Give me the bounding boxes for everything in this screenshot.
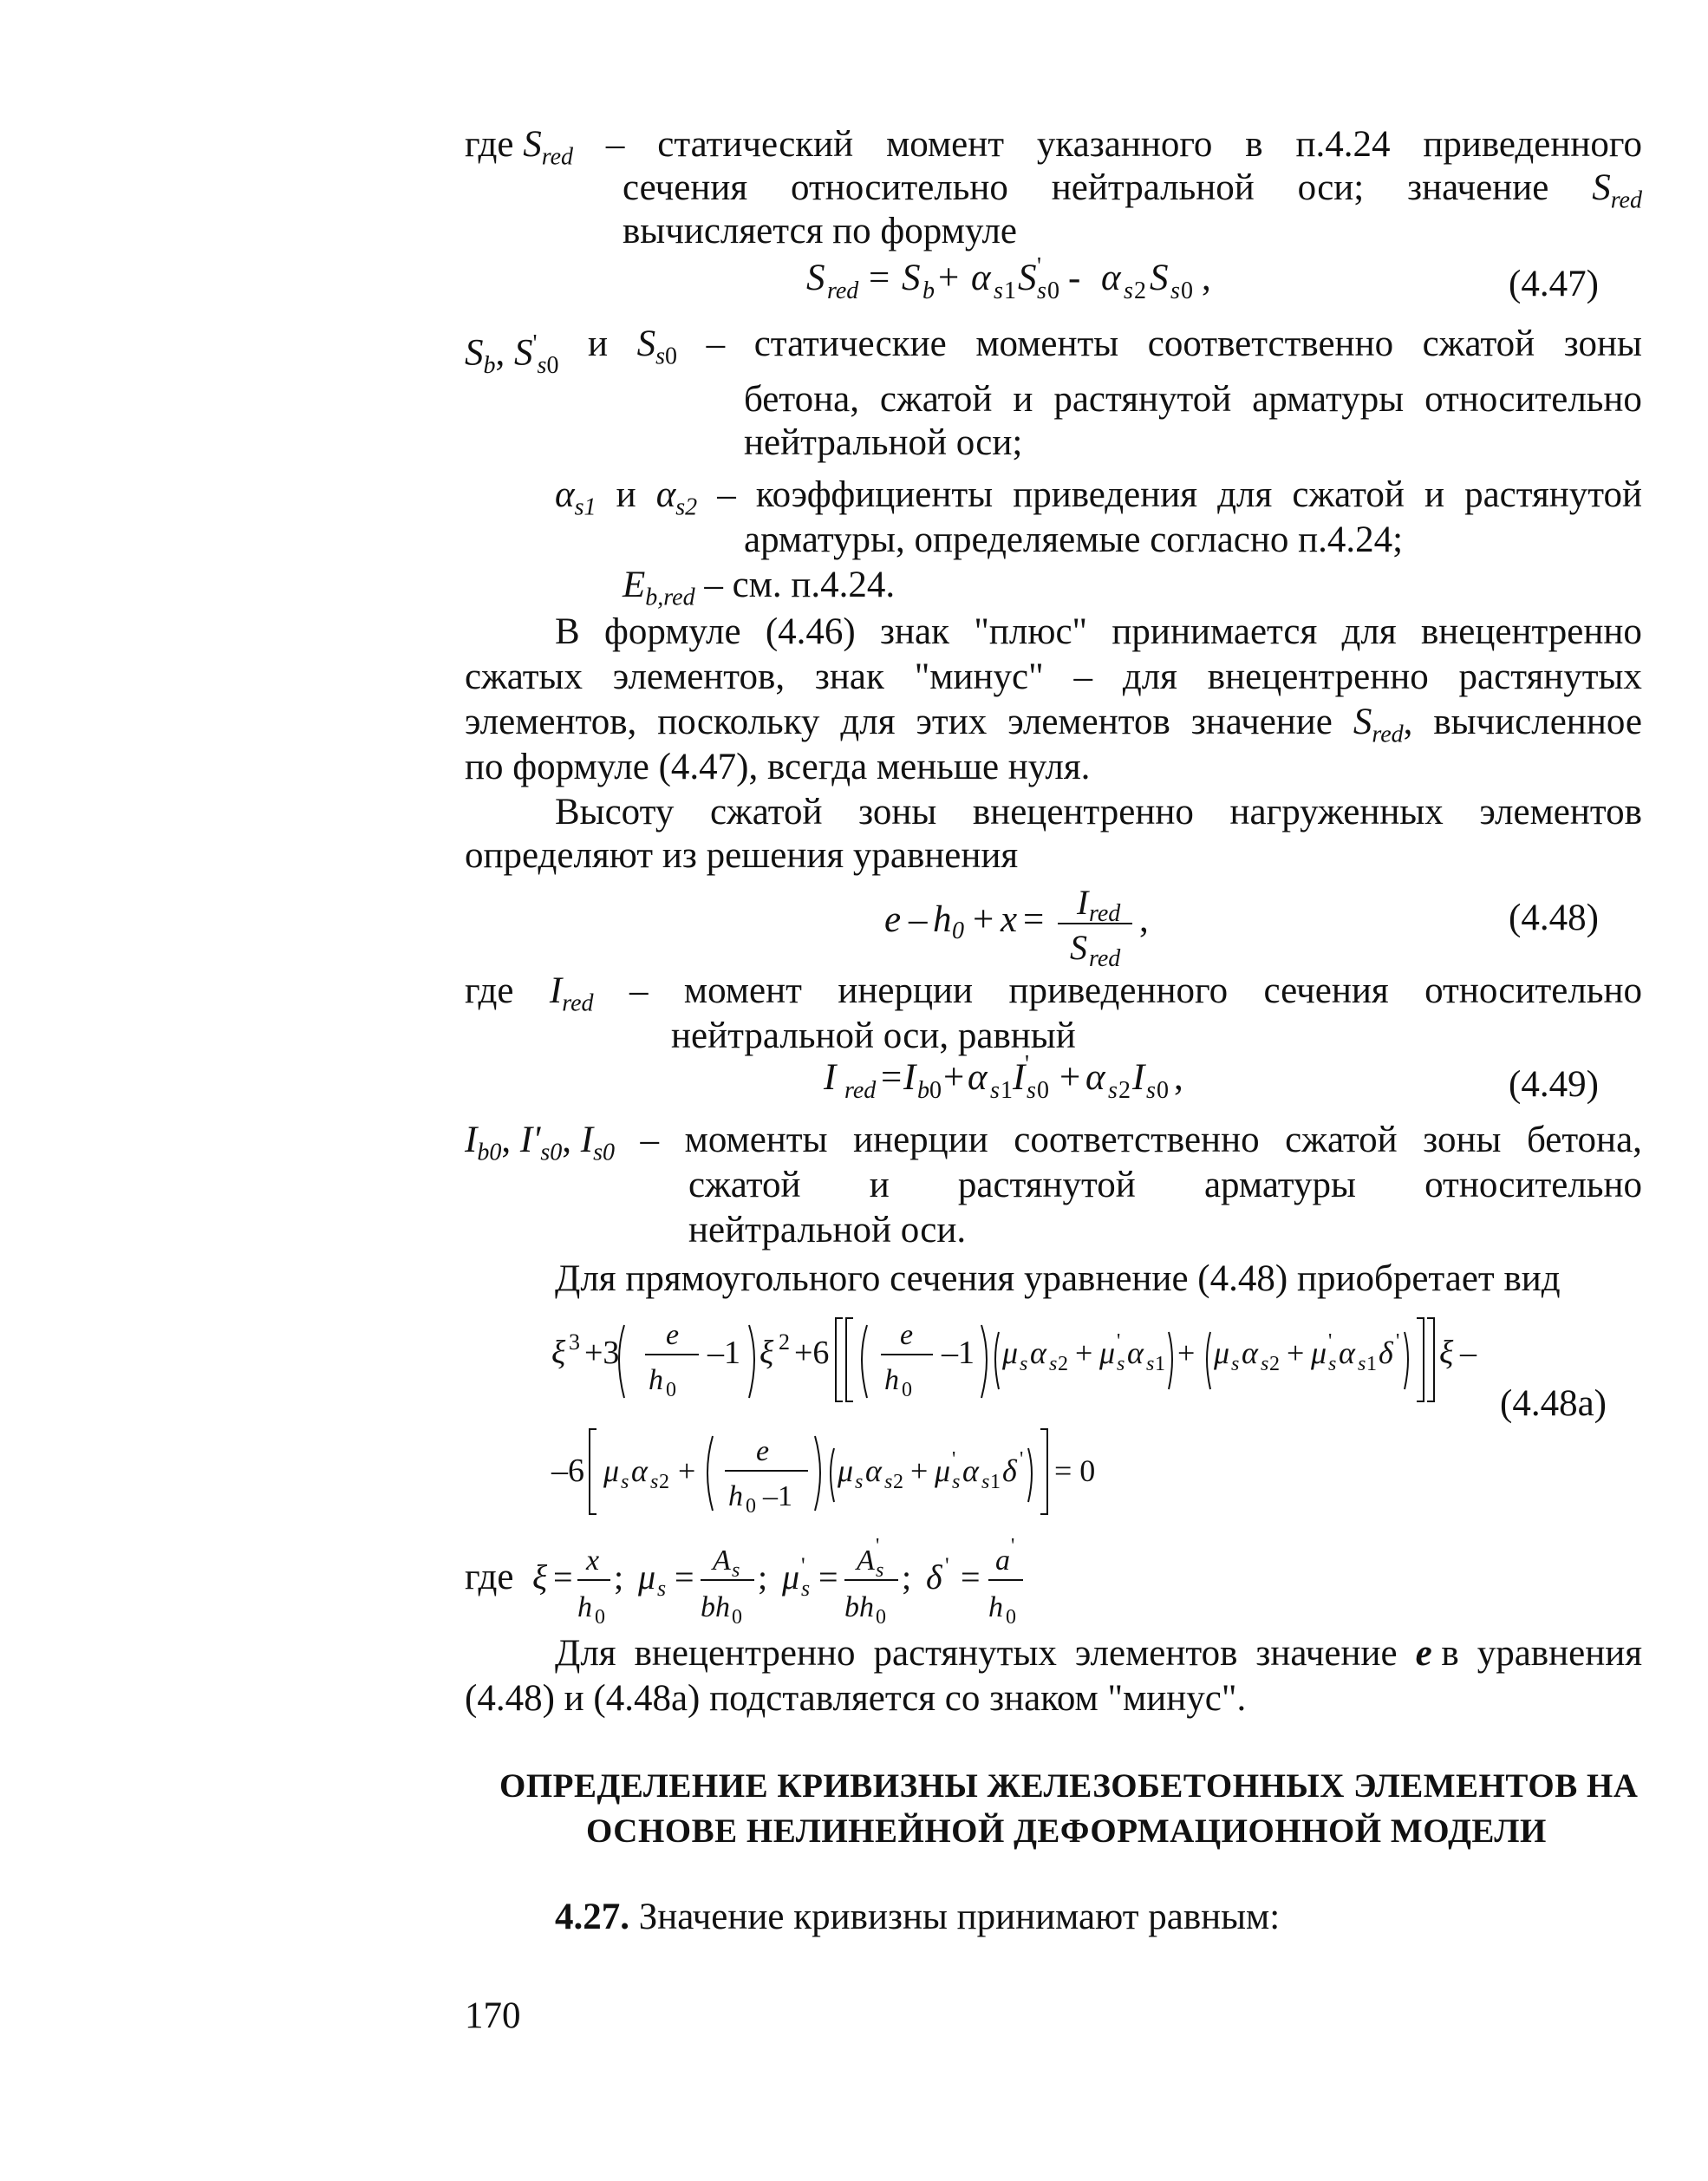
section-heading: ОСНОВЕ НЕЛИНЕЙНОЙ ДЕФОРМАЦИОННОЙ МОДЕЛИ	[586, 1812, 1547, 1850]
svg-text:h: h	[988, 1591, 1003, 1623]
svg-text:': '	[801, 1553, 805, 1578]
text-line: нейтральной оси;	[744, 422, 1023, 463]
svg-text:red: red	[844, 1077, 877, 1104]
text-line: $I_{b0}$, $I'_{s0}$, $I_{s0}$ – моменты инерции соответственно сжатой зоны бетона,	[465, 1120, 1642, 1166]
svg-text:s: s	[1124, 278, 1133, 304]
text-line: $\alpha_{s1}$ и $\alpha_{s2}$ – коэффициенты приведения для сжатой и растянутой	[555, 474, 1642, 521]
svg-text:ξ: ξ	[1439, 1335, 1454, 1371]
svg-text:=: =	[1023, 899, 1045, 940]
svg-text:S: S	[1018, 258, 1037, 298]
svg-text:x: x	[1001, 899, 1018, 940]
svg-text:α: α	[1085, 1057, 1105, 1098]
svg-text:0: 0	[666, 1379, 676, 1401]
svg-text:,: ,	[1139, 899, 1149, 940]
text-line: определяют из решения уравнения	[465, 835, 1019, 876]
svg-text:0: 0	[746, 1495, 756, 1518]
svg-text:–: –	[909, 899, 928, 940]
text-line: элементов, поскольку для этих элементов значение $S_{red}$, вычисленное	[465, 702, 1642, 748]
text-line: $S_b$, $S'_{s0}$ и $S_{s0}$ – статические моменты соответственно сжатой зоны	[465, 323, 1642, 379]
svg-text:;: ;	[902, 1557, 912, 1597]
svg-text:e: e	[756, 1435, 770, 1467]
text-line: Для внецентренно растянутых элементов значение e в уравнения	[555, 1633, 1642, 1674]
svg-text:=: =	[553, 1557, 573, 1597]
svg-text:1: 1	[990, 1471, 1001, 1493]
svg-text:A: A	[857, 1544, 875, 1577]
formula-4-47	[806, 253, 1292, 305]
text-line: бетона, сжатой и растянутой арматуры относительно	[744, 379, 1642, 420]
text-line: по формуле (4.47), всегда меньше нуля.	[465, 747, 1091, 787]
svg-text:h: h	[649, 1364, 663, 1396]
svg-text:2: 2	[1058, 1353, 1068, 1375]
equation-number: (4.48а)	[1500, 1383, 1607, 1424]
svg-text:s: s	[1027, 1077, 1036, 1104]
svg-text:+: +	[1059, 1057, 1081, 1098]
svg-text:': '	[945, 1553, 949, 1578]
svg-text:δ: δ	[926, 1557, 942, 1597]
svg-text:+: +	[1075, 1335, 1093, 1370]
svg-text:h: h	[884, 1364, 899, 1396]
svg-text:α: α	[1101, 258, 1121, 298]
svg-text:μ: μ	[935, 1453, 951, 1488]
svg-text:I: I	[903, 1057, 916, 1098]
svg-text:ξ: ξ	[532, 1557, 548, 1597]
text-line: где $I_{red}$ – момент инерции приведенного сечения относительно	[465, 970, 1642, 1017]
svg-text:+6: +6	[794, 1335, 830, 1371]
svg-text:–6: –6	[551, 1453, 584, 1489]
equation-number: (4.47)	[1509, 264, 1599, 304]
svg-text:': '	[1025, 1051, 1030, 1078]
svg-text:I: I	[824, 1057, 837, 1098]
svg-text:I: I	[1132, 1057, 1145, 1098]
svg-text:bh: bh	[844, 1591, 874, 1623]
svg-text:α: α	[962, 1453, 979, 1488]
svg-text:2: 2	[1134, 278, 1146, 304]
svg-text:μ: μ	[1311, 1335, 1327, 1370]
svg-text:3: 3	[569, 1329, 580, 1355]
svg-text:bh: bh	[701, 1591, 730, 1623]
svg-text:s: s	[1358, 1353, 1366, 1375]
svg-text:s: s	[650, 1471, 659, 1493]
svg-text:I: I	[1013, 1057, 1026, 1098]
text-line: сечения относительно нейтральной оси; значение $S_{red}$	[623, 167, 1642, 214]
svg-text:': '	[1396, 1330, 1400, 1353]
svg-text:s: s	[1020, 1353, 1028, 1375]
clause-text: Значение кривизны принимают равным:	[638, 1897, 1281, 1937]
svg-text:e: e	[666, 1319, 680, 1351]
svg-text:s: s	[621, 1471, 629, 1493]
svg-text:1: 1	[1001, 1077, 1013, 1104]
svg-text:=: =	[675, 1557, 694, 1597]
text-line: Для прямоугольного сечения уравнение (4.48) приобретает вид	[555, 1258, 1561, 1299]
svg-text:α: α	[1242, 1335, 1258, 1370]
svg-text:-: -	[1068, 258, 1081, 298]
svg-text:s: s	[981, 1471, 990, 1493]
svg-text:s: s	[1108, 1077, 1118, 1104]
text-line: (4.48) и (4.48а) подставляется со знаком "минус".	[465, 1678, 1247, 1719]
equation-number: (4.49)	[1509, 1064, 1599, 1105]
svg-text:': '	[876, 1535, 880, 1557]
text-line: В формуле (4.46) знак "плюс" принимается для внецентренно	[555, 611, 1642, 652]
svg-text:': '	[1020, 1448, 1024, 1471]
svg-text:S: S	[806, 258, 825, 298]
svg-text:s: s	[1328, 1353, 1337, 1375]
svg-text:+: +	[943, 1057, 965, 1098]
svg-text:a: a	[995, 1544, 1010, 1577]
svg-text:μ: μ	[603, 1453, 620, 1488]
formula-definitions	[465, 1535, 1176, 1630]
svg-text:': '	[1037, 253, 1042, 280]
svg-text:=: =	[869, 258, 890, 298]
svg-text:0: 0	[1006, 1606, 1016, 1629]
svg-text:s: s	[1117, 1353, 1125, 1375]
svg-text:2: 2	[893, 1471, 903, 1493]
svg-text:,: ,	[1202, 258, 1211, 298]
page-number: 170	[465, 1995, 521, 2036]
svg-text:0: 0	[902, 1379, 912, 1401]
svg-text:1: 1	[1004, 278, 1016, 304]
svg-text:': '	[952, 1448, 956, 1471]
svg-text:s: s	[1261, 1353, 1269, 1375]
svg-text:+: +	[910, 1453, 929, 1488]
svg-text:α: α	[971, 258, 991, 298]
svg-text:s: s	[801, 1576, 811, 1601]
svg-text:1: 1	[1366, 1353, 1377, 1375]
svg-text:S: S	[1150, 258, 1169, 298]
svg-text:e: e	[900, 1319, 914, 1351]
section-heading: ОПРЕДЕЛЕНИЕ КРИВИЗНЫ ЖЕЛЕЗОБЕТОННЫХ ЭЛЕМЕНТОВ НА	[499, 1767, 1639, 1805]
svg-text:I: I	[1077, 883, 1089, 922]
svg-text:s: s	[657, 1576, 667, 1601]
svg-text:s: s	[884, 1471, 893, 1493]
svg-text:μ: μ	[1099, 1335, 1116, 1370]
svg-text:–1: –1	[707, 1335, 740, 1371]
svg-text:red: red	[827, 278, 859, 304]
svg-text:= 0: = 0	[1054, 1453, 1096, 1488]
svg-text:': '	[1117, 1330, 1121, 1353]
svg-text:0: 0	[876, 1606, 886, 1629]
svg-text:h: h	[577, 1591, 592, 1623]
svg-text:;: ;	[614, 1557, 624, 1597]
text-line: нейтральной оси, равный	[671, 1015, 1076, 1056]
svg-text:μ: μ	[838, 1453, 854, 1488]
svg-text:s: s	[1146, 1353, 1155, 1375]
svg-text:0: 0	[1037, 1077, 1049, 1104]
svg-text:s: s	[876, 1559, 884, 1582]
svg-text:2: 2	[779, 1329, 790, 1355]
text-line: сжатой и растянутой арматуры относительно	[688, 1165, 1642, 1205]
svg-text:h: h	[933, 899, 952, 940]
svg-text:μ: μ	[782, 1557, 800, 1597]
svg-text:ξ: ξ	[759, 1335, 774, 1371]
text-line: вычисляется по формуле	[623, 211, 1018, 251]
clause-number: 4.27.	[555, 1897, 629, 1937]
svg-text:0: 0	[1157, 1077, 1169, 1104]
svg-text:μ: μ	[1214, 1335, 1230, 1370]
svg-text:+: +	[1287, 1335, 1305, 1370]
svg-text:α: α	[865, 1453, 882, 1488]
svg-text:0: 0	[1047, 278, 1059, 304]
svg-text:α: α	[1030, 1335, 1046, 1370]
svg-text:–1: –1	[763, 1480, 792, 1512]
svg-text:+: +	[973, 899, 994, 940]
svg-text:0: 0	[1181, 278, 1193, 304]
svg-text:=: =	[818, 1557, 838, 1597]
svg-text:s: s	[1037, 278, 1046, 304]
svg-text:A: A	[713, 1544, 731, 1577]
formula-4-48a	[551, 1306, 1522, 1523]
formula-4-48	[884, 876, 1231, 971]
svg-text:–: –	[1460, 1335, 1477, 1371]
text-line: сжатых элементов, знак "минус" – для внецентренно растянутых	[465, 656, 1642, 697]
svg-text:0: 0	[732, 1606, 742, 1629]
svg-text:2: 2	[659, 1471, 669, 1493]
svg-text:': '	[1328, 1330, 1333, 1353]
svg-text:x: x	[586, 1544, 600, 1577]
svg-text:+: +	[678, 1453, 696, 1488]
clause-line	[555, 1896, 1280, 1939]
formula-4-49	[824, 1051, 1274, 1107]
svg-text:δ: δ	[1379, 1335, 1393, 1370]
svg-text:α: α	[1127, 1335, 1144, 1370]
svg-text:+: +	[938, 258, 960, 298]
text-line: нейтральной оси.	[688, 1210, 967, 1250]
svg-text:s: s	[994, 278, 1003, 304]
text-line: где $S_{red}$ – статический момент указанного в п.4.24 приведенного	[465, 124, 1642, 171]
svg-text:e: e	[884, 899, 902, 940]
svg-text:ξ: ξ	[551, 1335, 566, 1371]
svg-text:+: +	[1177, 1335, 1196, 1370]
svg-text:α: α	[968, 1057, 988, 1098]
svg-text:μ: μ	[1002, 1335, 1019, 1370]
svg-text:': '	[1011, 1535, 1015, 1557]
svg-text:red: red	[1089, 900, 1121, 927]
svg-text:=: =	[881, 1057, 903, 1098]
svg-text:+3: +3	[584, 1335, 620, 1371]
svg-text:1: 1	[1155, 1353, 1165, 1375]
svg-text:2: 2	[1269, 1353, 1280, 1375]
svg-text:s: s	[732, 1559, 740, 1582]
text-line: арматуры, определяемые согласно п.4.24;	[744, 519, 1404, 560]
equation-number: (4.48)	[1509, 898, 1599, 938]
svg-text:S: S	[902, 258, 921, 298]
svg-text:α: α	[1339, 1335, 1355, 1370]
svg-text:μ: μ	[638, 1557, 656, 1597]
text-line: Высоту сжатой зоны внецентренно нагруженных элементов	[555, 792, 1642, 833]
svg-text:s: s	[990, 1077, 1000, 1104]
svg-text:s: s	[855, 1471, 864, 1493]
svg-text:s: s	[1170, 278, 1180, 304]
svg-text:b: b	[922, 278, 935, 304]
svg-text:b: b	[917, 1077, 929, 1104]
svg-text:δ: δ	[1002, 1453, 1017, 1488]
svg-text:=: =	[961, 1557, 981, 1597]
svg-text:0: 0	[929, 1077, 942, 1104]
svg-text:s: s	[1231, 1353, 1240, 1375]
svg-text:0: 0	[952, 917, 964, 944]
svg-text:s: s	[1049, 1353, 1058, 1375]
text-line: $E_{b,red}$ – см. п.4.24.	[623, 565, 896, 611]
svg-text:s: s	[952, 1471, 961, 1493]
svg-text:;: ;	[758, 1557, 768, 1597]
svg-text:S: S	[1070, 928, 1087, 967]
svg-text:–1: –1	[942, 1335, 975, 1371]
svg-text:α: α	[631, 1453, 648, 1488]
svg-text:где: где	[465, 1557, 514, 1597]
svg-text:2: 2	[1118, 1077, 1131, 1104]
svg-text:0: 0	[595, 1606, 605, 1629]
svg-text:s: s	[1146, 1077, 1156, 1104]
svg-text:h: h	[728, 1480, 743, 1512]
svg-text:,: ,	[1174, 1057, 1183, 1098]
svg-text:red: red	[1089, 945, 1121, 972]
